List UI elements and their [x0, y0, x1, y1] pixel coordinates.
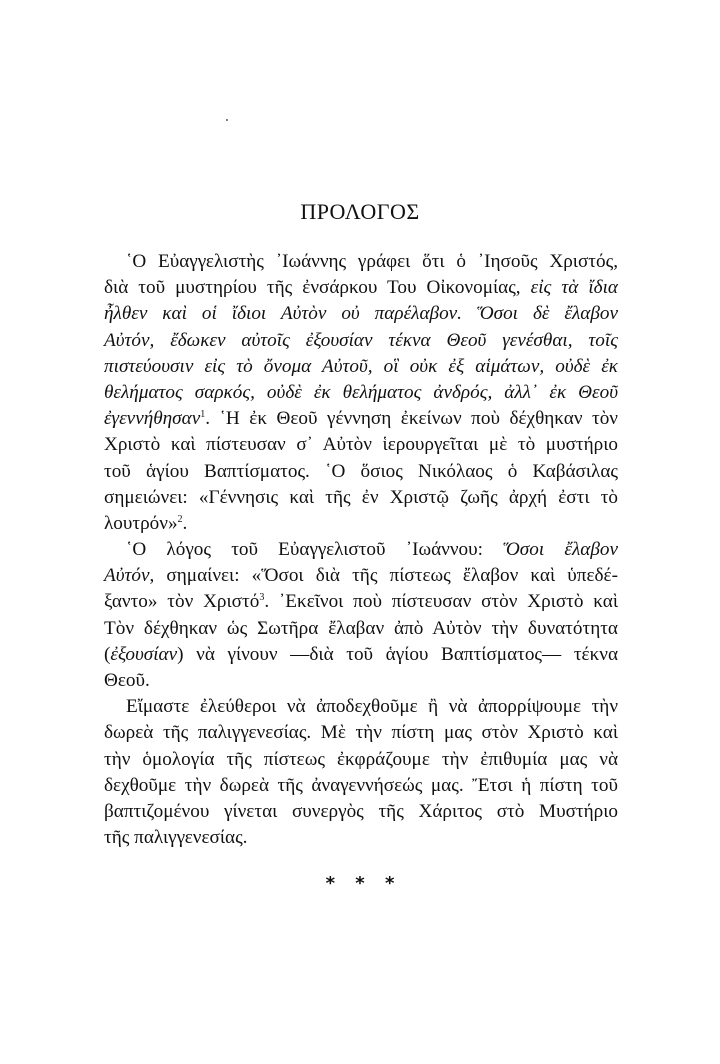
text-segment: , σημαίνει: «Ὅσοι διὰ τῆς πίστεως ἔλαβον καὶ ὑπεδέ-	[149, 565, 618, 587]
text-segment: Θεοῦ.	[104, 670, 150, 691]
text-line	[104, 406, 618, 432]
text-line	[104, 799, 618, 825]
scripture-quote: Ὅσοι ἔλαβον	[503, 539, 618, 561]
text-line	[104, 511, 618, 537]
text-segment: (	[104, 643, 111, 665]
text-segment: βαπτιζομένου γίνεται συνεργὸς τῆς Χάριτος στὸ Μυστήριο	[104, 800, 618, 822]
text-line	[104, 589, 618, 615]
text-segment: τῆς παλιγγενεσίας.	[104, 827, 248, 849]
text-segment: Χριστὸ καὶ πίστευσαν σ᾿ Αὐτὸν ἱερουργεῖται μὲ τὸ μυστήριο	[104, 434, 618, 456]
scripture-quote: θελήματος σαρκός, οὐδὲ ἐκ θελήματος ἀνδρός, ἀλλ᾿ ἐκ Θεοῦ	[104, 381, 618, 403]
text-segment: . ᾿Εκεῖνοι ποὺ πίστευσαν στὸν Χριστὸ καὶ	[264, 591, 618, 613]
text-segment: ῾Ο λόγος τοῦ Εὐαγγελιστοῦ ᾿Ιωάννου:	[126, 539, 504, 561]
text-line	[104, 432, 618, 458]
text-line	[104, 354, 618, 380]
text-line	[104, 720, 618, 746]
scripture-quote: εἰς τὰ ἴδια	[530, 277, 618, 299]
page-title: ΠΡΟΛΟΓΟΣ	[300, 199, 420, 224]
text-line	[104, 459, 618, 485]
text-line	[104, 642, 618, 668]
text-line	[104, 380, 618, 406]
scripture-quote: ἐξουσίαν	[110, 643, 178, 665]
text-segment: διὰ τοῦ μυστηρίου τῆς ἐνσάρκου Του Οἰκονομίας,	[104, 277, 531, 299]
text-segment: .	[182, 512, 188, 534]
text-segment: Τὸν δέχθηκαν ὡς Σωτῆρα ἔλαβαν ἀπὸ Αὐτὸν τὴν δυνατότητα	[104, 617, 618, 639]
scripture-quote: ἦλθεν καὶ οἱ ἴδιοι Αὐτὸν οὐ παρέλαβον. Ὅσοι δὲ ἔλαβον	[104, 303, 618, 325]
text-segment: . ῾Η ἐκ Θεοῦ γέννηση ἐκείνων ποὺ δέχθηκαν τὸν	[205, 408, 618, 430]
text-line	[104, 249, 618, 275]
text-segment: λουτρόν»	[104, 512, 178, 534]
text-line	[104, 328, 618, 354]
section-separator: * * *	[325, 873, 395, 894]
text-segment: ξαντο» τὸν Χριστό	[104, 591, 260, 613]
scripture-quote: ἐγεννήθησαν	[104, 408, 201, 430]
footnote-marker: 2	[177, 513, 183, 525]
text-line	[104, 301, 618, 327]
text-line	[104, 747, 618, 773]
text-line	[104, 563, 618, 589]
text-segment: σημειώνει: «Γέννησις καὶ τῆς ἐν Χριστῷ ζωῆς ἀρχή ἐστι τὸ	[104, 486, 618, 508]
stray-mark	[226, 119, 228, 121]
scripture-quote: πιστεύουσιν εἰς τὸ ὄνομα Αὐτοῦ, οἳ οὐκ ἐξ αἱμάτων, οὐδὲ ἐκ	[104, 355, 618, 377]
footnote-marker: 3	[259, 592, 265, 604]
text-segment: ) νὰ γίνουν —διὰ τοῦ ἁγίου Βαπτίσματος— τέκνα	[177, 643, 618, 665]
text-segment: δωρεὰ τῆς παλιγγενεσίας. Μὲ τὴν πίστη μας στὸν Χριστὸ καὶ	[104, 722, 618, 744]
text-line	[104, 537, 618, 563]
footnote-marker: 1	[200, 409, 206, 421]
text-line	[104, 668, 618, 694]
text-line	[104, 694, 618, 720]
text-line	[104, 485, 618, 511]
text-segment: ῾Ο Εὐαγγελιστὴς ᾿Ιωάννης γράφει ὅτι ὁ ᾿Ιησοῦς Χριστός,	[126, 251, 618, 272]
scripture-quote: Αὐτόν	[104, 565, 150, 587]
text-segment: τοῦ ἁγίου Βαπτίσματος. ῾Ο ὅσιος Νικόλαος ὁ Καβάσιλας	[104, 460, 618, 482]
text-line	[104, 773, 618, 799]
text-line	[104, 616, 618, 642]
scripture-quote: Αὐτόν, ἔδωκεν αὐτοῖς ἐξουσίαν τέκνα Θεοῦ γενέσθαι, τοῖς	[104, 329, 618, 351]
prologue-body	[104, 249, 618, 851]
text-line	[104, 825, 618, 851]
text-segment: τὴν ὁμολογία τῆς πίστεως ἐκφράζουμε τὴν ἐπιθυμία μας νὰ	[104, 748, 618, 770]
text-line	[104, 275, 618, 301]
text-segment: δεχθοῦμε τὴν δωρεὰ τῆς ἀναγεννήσεώς μας. Ἔτσι ἡ πίστη τοῦ	[104, 774, 618, 796]
text-segment: Εἴμαστε ἐλεύθεροι νὰ ἀποδεχθοῦμε ἢ νὰ ἀπορρίψουμε τὴν	[126, 696, 618, 718]
